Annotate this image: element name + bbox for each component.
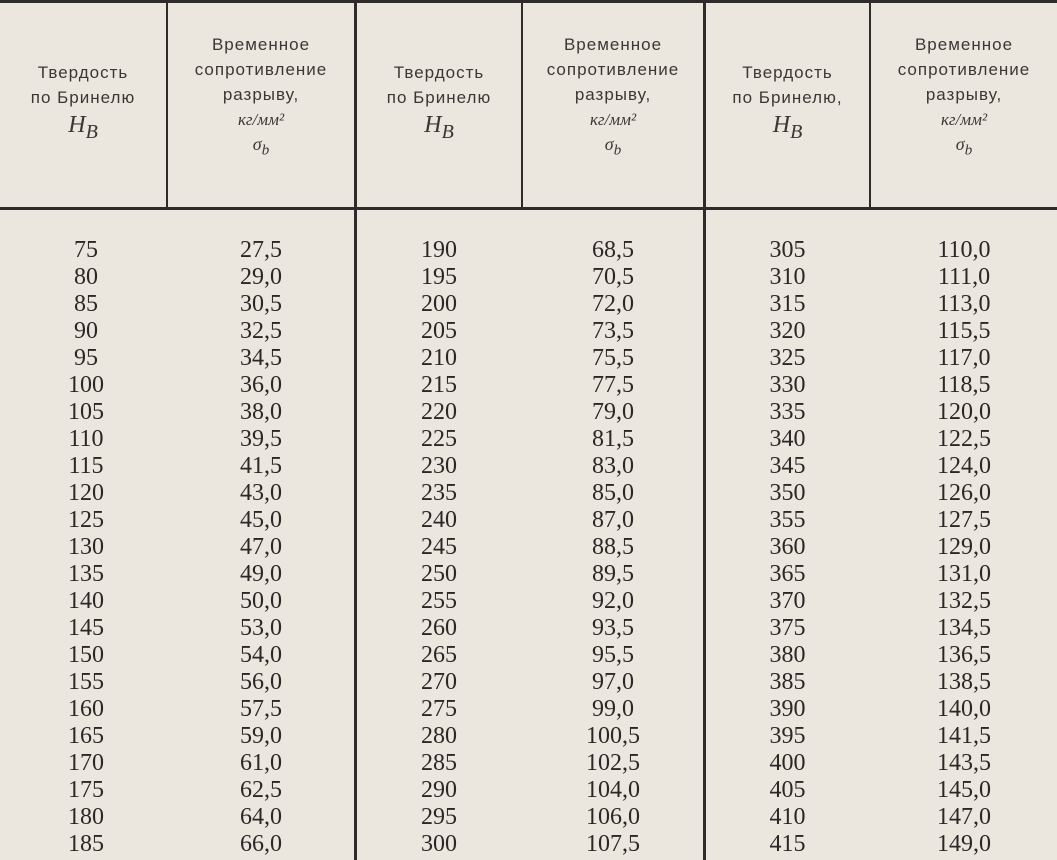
header-line: разрыву, [222,85,300,104]
table-cell: 320 [769,318,806,344]
hardness-symbol: $H_B$ [68,112,98,143]
table-cell: 405 [769,777,806,803]
header-line: по Бринелю [386,88,492,107]
strength-symbol: $\sigma_b$ [252,134,270,159]
table-cell: 95 [74,345,98,371]
strength-symbol: $\sigma_b$ [955,134,973,159]
table-cell: 165 [68,723,104,749]
table-cell: 149,0 [937,831,991,857]
table-cell: 126,0 [937,480,991,506]
table-cell: 127,5 [937,507,991,533]
table-cell: 138,5 [937,669,991,695]
table-cell: 355 [769,507,806,533]
table-cell: 57,5 [240,696,282,722]
table-cell: 135 [68,561,104,587]
table-cell: 400 [769,750,806,776]
table-cell: 245 [421,534,457,560]
header-hardness-1 [0,60,166,230]
header-line: Твердость [393,63,485,82]
table-cell: 205 [421,318,457,344]
table-cell: 140,0 [937,696,991,722]
table-cell: 102,5 [586,750,640,776]
strength-column-3 [871,237,1057,858]
table-cell: 68,5 [592,237,634,263]
table-cell: 155 [68,669,104,695]
table-cell: 118,5 [937,372,991,398]
header-line: сопротивление [194,60,328,79]
table-cell: 415 [769,831,806,857]
table-cell: 62,5 [240,777,282,803]
table-cell: 100,5 [586,723,640,749]
table-cell: 330 [769,372,806,398]
header-line: по Бринелю, [732,88,843,107]
table-cell: 107,5 [586,831,640,857]
table-cell: 97,0 [592,669,634,695]
table-cell: 145 [68,615,104,641]
header-line: разрыву, [574,85,652,104]
table-cell: 30,5 [240,291,282,317]
table-cell: 56,0 [240,669,282,695]
table-cell: 225 [421,426,457,452]
table-cell: 147,0 [937,804,991,830]
table-cell: 130 [68,534,104,560]
table-cell: 64,0 [240,804,282,830]
table-cell: 190 [421,237,457,263]
table-cell: 115 [68,453,104,479]
hardness-symbol: $H_B$ [772,112,803,143]
header-line: Временное [914,35,1014,54]
table-cell: 132,5 [937,588,991,614]
table-cell: 141,5 [937,723,991,749]
table-cell: 59,0 [240,723,282,749]
header-line: сопротивление [897,60,1031,79]
strength-column-2 [523,237,703,858]
table-cell: 70,5 [592,264,634,290]
table-cell: 77,5 [592,372,634,398]
table-cell: 54,0 [240,642,282,668]
table-cell: 300 [421,831,457,857]
table-cell: 125 [68,507,104,533]
table-cell: 87,0 [592,507,634,533]
table-cell: 195 [421,264,457,290]
table-cell: 34,5 [240,345,282,371]
table-cell: 72,0 [592,291,634,317]
table-cell: 185 [68,831,104,857]
table-cell: 350 [769,480,806,506]
top-rule [0,0,1057,3]
table-cell: 110 [68,426,104,452]
hardness-column-2 [357,237,521,858]
table-cell: 75,5 [592,345,634,371]
table-cell: 170 [68,750,104,776]
hardness-symbol: $H_B$ [424,112,454,143]
table-cell: 140 [68,588,104,614]
table-cell: 66,0 [240,831,282,857]
table-cell: 47,0 [240,534,282,560]
table-cell: 45,0 [240,507,282,533]
header-line: Твердость [742,63,833,82]
strength-symbol: $\sigma_b$ [604,134,622,159]
table-cell: 260 [421,615,457,641]
table-cell: 305 [769,237,806,263]
header-hardness-3 [706,60,869,230]
table-cell: 129,0 [937,534,991,560]
table-cell: 83,0 [592,453,634,479]
table-cell: 106,0 [586,804,640,830]
table-cell: 41,5 [240,453,282,479]
table-cell: 200 [421,291,457,317]
strength-column-1 [168,237,354,858]
header-line: разрыву, [925,85,1003,104]
table-cell: 49,0 [240,561,282,587]
table-cell: 250 [421,561,457,587]
table-cell: 136,5 [937,642,991,668]
table-cell: 265 [421,642,457,668]
table-cell: 345 [769,453,806,479]
strength-unit: кг/мм² [589,110,637,129]
table-cell: 375 [769,615,806,641]
header-line: Твердость [37,63,129,82]
table-cell: 131,0 [937,561,991,587]
table-cell: 39,5 [240,426,282,452]
table-cell: 295 [421,804,457,830]
table-cell: 32,5 [240,318,282,344]
table-cell: 105 [68,399,104,425]
header-line: Временное [211,35,311,54]
table-cell: 124,0 [937,453,991,479]
table-cell: 43,0 [240,480,282,506]
table-cell: 395 [769,723,806,749]
table-cell: 410 [769,804,806,830]
table-cell: 85 [74,291,98,317]
table-cell: 325 [769,345,806,371]
table-cell: 89,5 [592,561,634,587]
table-cell: 340 [769,426,806,452]
header-line: сопротивление [546,60,680,79]
table-cell: 180 [68,804,104,830]
table-cell: 113,0 [937,291,991,317]
table-cell: 92,0 [592,588,634,614]
table-cell: 220 [421,399,457,425]
table-cell: 61,0 [240,750,282,776]
table-cell: 38,0 [240,399,282,425]
table-cell: 255 [421,588,457,614]
table-cell: 93,5 [592,615,634,641]
header-strength-1 [168,32,354,202]
table-cell: 150 [68,642,104,668]
table-cell: 50,0 [240,588,282,614]
table-cell: 360 [769,534,806,560]
table-cell: 175 [68,777,104,803]
hardness-column-1 [0,237,172,858]
table-cell: 53,0 [240,615,282,641]
header-hardness-2 [357,60,521,230]
table-cell: 280 [421,723,457,749]
header-line: по Бринелю [30,88,136,107]
table-cell: 143,5 [937,750,991,776]
table-cell: 385 [769,669,806,695]
header-strength-2 [523,32,703,202]
table-cell: 115,5 [937,318,991,344]
table-cell: 75 [74,237,98,263]
table-cell: 117,0 [937,345,991,371]
strength-unit: кг/мм² [237,110,285,129]
table-cell: 110,0 [937,237,991,263]
table-cell: 88,5 [592,534,634,560]
table-cell: 390 [769,696,806,722]
table-cell: 310 [769,264,806,290]
hardness-column-3 [706,237,869,858]
table-cell: 285 [421,750,457,776]
table-cell: 90 [74,318,98,344]
table-cell: 215 [421,372,457,398]
table-cell: 275 [421,696,457,722]
table-cell: 230 [421,453,457,479]
table-cell: 240 [421,507,457,533]
table-cell: 335 [769,399,806,425]
table-cell: 235 [421,480,457,506]
table-cell: 120,0 [937,399,991,425]
table-cell: 29,0 [240,264,282,290]
header-strength-3 [871,32,1057,202]
table-cell: 290 [421,777,457,803]
table-cell: 160 [68,696,104,722]
table-cell: 134,5 [937,615,991,641]
table-cell: 120 [68,480,104,506]
table-cell: 100 [68,372,104,398]
table-cell: 122,5 [937,426,991,452]
table-cell: 73,5 [592,318,634,344]
table-cell: 315 [769,291,806,317]
table-cell: 27,5 [240,237,282,263]
table-cell: 111,0 [937,264,991,290]
table-cell: 79,0 [592,399,634,425]
table-cell: 95,5 [592,642,634,668]
table-cell: 81,5 [592,426,634,452]
table-cell: 365 [769,561,806,587]
table-cell: 36,0 [240,372,282,398]
table-cell: 380 [769,642,806,668]
table-cell: 270 [421,669,457,695]
table-cell: 210 [421,345,457,371]
strength-unit: кг/мм² [940,110,988,129]
table-cell: 99,0 [592,696,634,722]
header-line: Временное [563,35,663,54]
table-cell: 370 [769,588,806,614]
table-cell: 104,0 [586,777,640,803]
table-cell: 85,0 [592,480,634,506]
table-cell: 80 [74,264,98,290]
table-cell: 145,0 [937,777,991,803]
